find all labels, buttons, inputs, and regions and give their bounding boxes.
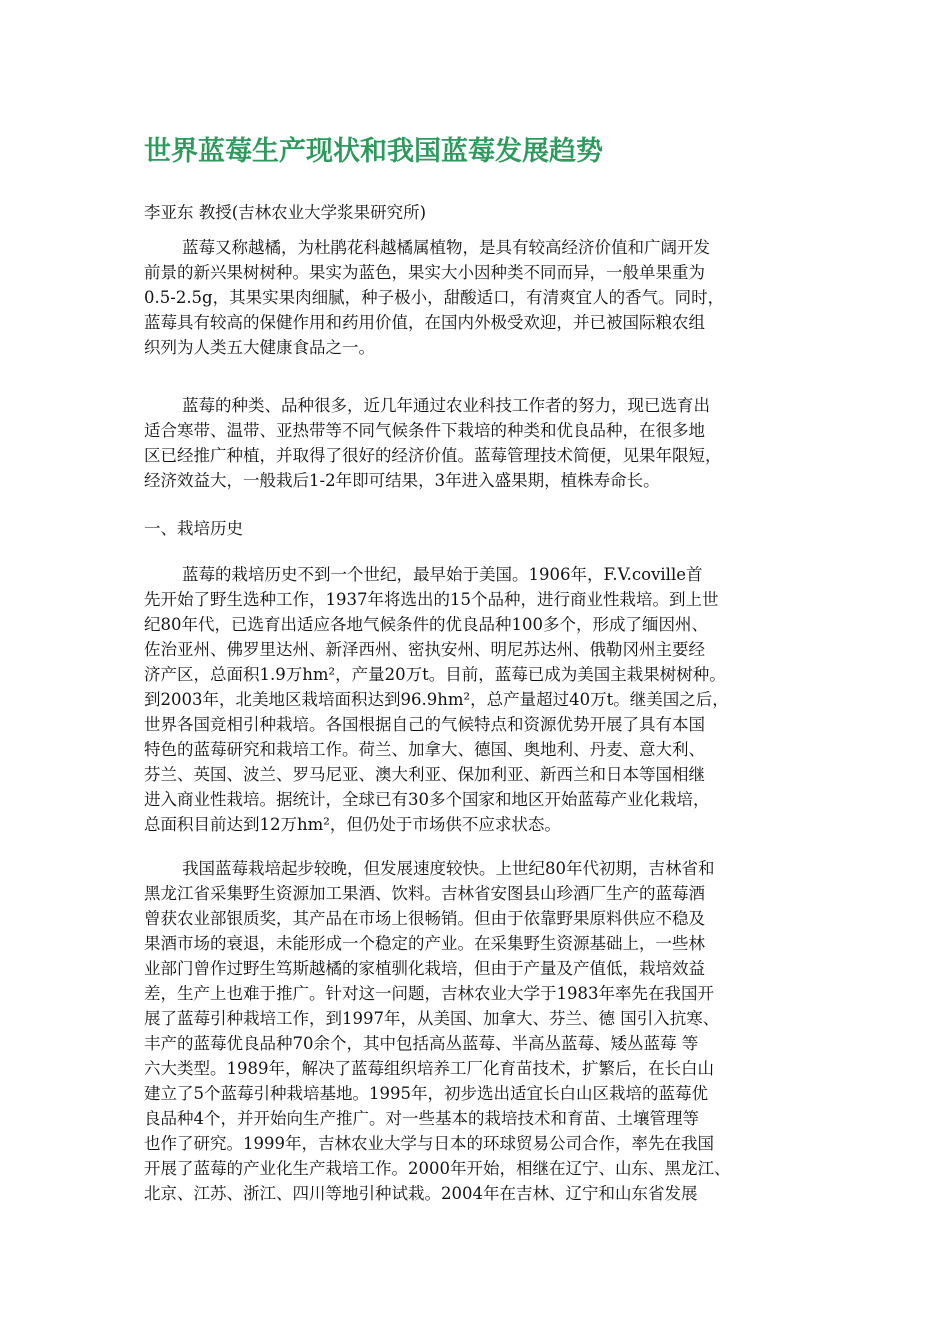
text-line: 先开始了野生选种工作，1937年将选出的15个品种，进行商业性栽培。到上世 [144, 590, 719, 609]
text-line: 世界各国竞相引种栽培。各国根据自己的气候特点和资源优势开展了具有本国 [144, 715, 705, 734]
text-line: 特色的蓝莓研究和栽培工作。荷兰、加拿大、德国、奥地利、丹麦、意大利、 [144, 740, 705, 759]
text-line: 展了蓝莓引种栽培工作，到1997年，从美国、加拿大、芬兰、德 国引入抗寒、 [144, 1009, 720, 1028]
text-line: 经济效益大，一般栽后1-2年即可结果，3年进入盛果期，植株寿命长。 [144, 471, 660, 490]
text-line: 芬兰、英国、波兰、罗马尼亚、澳大利亚、保加利亚、新西兰和日本等国相继 [144, 765, 705, 784]
paragraph-intro-1 [144, 235, 814, 360]
text-line: 蓝莓的栽培历史不到一个世纪，最早始于美国。1906年，F.V.coville首 [182, 565, 703, 584]
text-line: 六大类型。1989年，解决了蓝莓组织培养工厂化育苗技术，扩繁后，在长白山 [144, 1059, 714, 1078]
text-line: 开展了蓝莓的产业化生产栽培工作。2000年开始，相继在辽宁、山东、黑龙江、 [144, 1159, 731, 1178]
section-heading: 一、栽培历史 [144, 519, 243, 538]
paragraph-history-2 [144, 856, 814, 1206]
text-line: 建立了5个蓝莓引种栽培基地。1995年，初步选出适宜长白山区栽培的蓝莓优 [144, 1084, 708, 1103]
text-line: 纪80年代，已选育出适应各地气候条件的优良品种100多个，形成了缅因州、 [144, 615, 708, 634]
text-line: 进入商业性栽培。据统计，全球已有30多个国家和地区开始蓝莓产业化栽培， [144, 790, 710, 809]
text-line: 差，生产上也难于推广。针对这一问题，吉林农业大学于1983年率先在我国开 [144, 984, 714, 1003]
text-line: 蓝莓的种类、品种很多，近几年通过农业科技工作者的努力，现已选育出 [182, 396, 710, 415]
text-line: 蓝莓具有较高的保健作用和药用价值，在国内外极受欢迎，并已被国际粮农组 [144, 313, 705, 332]
paragraph-history-1 [144, 562, 814, 837]
text-line: 业部门曾作过野生笃斯越橘的家植驯化栽培，但由于产量及产值低，栽培效益 [144, 959, 705, 978]
document-title: 世界蓝莓生产现状和我国蓝莓发展趋势 [144, 136, 603, 167]
text-line: 适合寒带、温带、亚热带等不同气候条件下栽培的种类和优良品种，在很多地 [144, 421, 705, 440]
text-line: 良品种4个，并开始向生产推广。对一些基本的栽培技术和育苗、土壤管理等 [144, 1109, 699, 1128]
text-line: 曾获农业部银质奖，其产品在市场上很畅销。但由于依靠野果原料供应不稳及 [144, 909, 705, 928]
text-line: 我国蓝莓栽培起步较晚，但发展速度较快。上世纪80年代初期，吉林省和 [182, 859, 715, 878]
text-line: 蓝莓又称越橘，为杜鹃花科越橘属植物，是具有较高经济价值和广阔开发 [182, 238, 710, 257]
author-line: 李亚东 教授(吉林农业大学浆果研究所) [144, 203, 427, 222]
text-line: 区已经推广种植，并取得了很好的经济价值。蓝莓管理技术简便，见果年限短， [144, 446, 722, 465]
text-line: 济产区，总面积1.9万hm²，产量20万t。目前，蓝莓已成为美国主栽果树树种。 [144, 665, 726, 684]
text-line: 黑龙江省采集野生资源加工果酒、饮料。吉林省安图县山珍酒厂生产的蓝莓酒 [144, 884, 705, 903]
text-line: 北京、江苏、浙江、四川等地引种试栽。2004年在吉林、辽宁和山东省发展 [144, 1184, 698, 1203]
text-line: 也作了研究。1999年，吉林农业大学与日本的环球贸易公司合作，率先在我国 [144, 1134, 714, 1153]
paragraph-intro-2 [144, 393, 814, 493]
text-line: 前景的新兴果树树种。果实为蓝色，果实大小因种类不同而异，一般单果重为 [144, 263, 705, 282]
text-line: 丰产的蓝莓优良品种70余个，其中包括高丛蓝莓、半高丛蓝莓、矮丛蓝莓 等 [144, 1034, 699, 1053]
text-line: 总面积目前达到12万hm²，但仍处于市场供不应求状态。 [144, 815, 561, 834]
text-line: 到2003年，北美地区栽培面积达到96.9hm²，总产量超过40万t。继美国之后， [144, 690, 729, 709]
text-line: 佐治亚州、佛罗里达州、新泽西州、密执安州、明尼苏达州、俄勒冈州主要经 [144, 640, 705, 659]
text-line: 果酒市场的衰退，未能形成一个稳定的产业。在采集野生资源基础上，一些林 [144, 934, 705, 953]
text-line: 0.5-2.5g，其果实果肉细腻，种子极小，甜酸适口，有清爽宜人的香气。同时， [144, 288, 725, 307]
text-line: 织列为人类五大健康食品之一。 [144, 338, 375, 357]
